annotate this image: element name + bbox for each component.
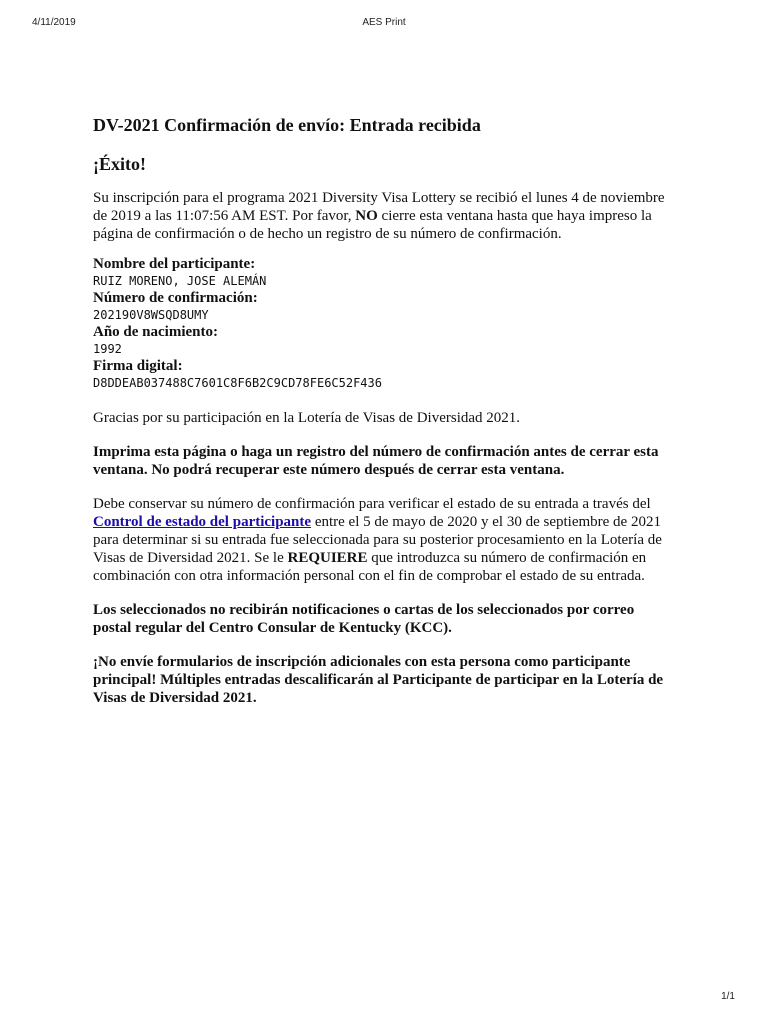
status-paragraph: [93, 495, 675, 585]
page-title: DV-2021 Confirmación de envío: Entrada recibida: [93, 115, 481, 135]
print-date: 4/11/2019: [32, 17, 76, 28]
success-heading: ¡Éxito!: [93, 154, 146, 174]
status-text-end: que introduzca su número de confirmación en combinación con otra información personal con el fin de comprobar el estado de su entrada.: [93, 550, 647, 584]
final-warning: ¡No envíe formularios de inscripción adicionales con esta persona como participante principal! Múltiples entradas descalificarán al Participante de participar en la Lotería de Visas de Diversidad 2021.: [93, 654, 664, 706]
digital-signature-value: D8DDEAB037488C7601C8F6B2C9CD78FE6C52F436: [93, 376, 382, 390]
status-bold-requiere: REQUIERE: [287, 550, 368, 566]
thanks-paragraph: Gracias por su participación en la Lotería de Visas de Diversidad 2021.: [93, 410, 521, 426]
print-header: [0, 17, 768, 33]
participant-fields: [93, 256, 675, 392]
participant-status-link[interactable]: Control de estado del participante: [93, 514, 312, 530]
intro-bold-no: NO: [355, 208, 378, 224]
intro-paragraph: [93, 189, 675, 243]
print-title: AES Print: [362, 17, 406, 28]
participant-name-value: RUIZ MORENO, JOSE ALEMÁN: [93, 274, 267, 288]
birth-year-value: 1992: [93, 342, 122, 356]
confirmation-content: [93, 114, 675, 707]
kcc-notice: Los seleccionados no recibirán notificaciones o cartas de los seleccionados por correo postal regular del Centro Consular de Kentucky (KCC).: [93, 602, 635, 636]
page-number: 1/1: [721, 991, 735, 1002]
status-text-start: Debe conservar su número de confirmación para verificar el estado de su entrada a través del: [93, 496, 651, 512]
print-warning: Imprima esta página o haga un registro del número de confirmación antes de cerrar esta ventana. No podrá recuperar este número después de cerrar esta ventana.: [93, 444, 659, 478]
digital-signature-label: Firma digital:: [93, 358, 183, 374]
birth-year-label: Año de nacimiento:: [93, 324, 218, 340]
intro-text-end: cierre esta ventana hasta que haya impreso la página de confirmación o de hecho un registro de su número de confirmación.: [93, 208, 652, 242]
confirmation-number-value: 202190V8WSQD8UMY: [93, 308, 209, 322]
participant-name-label: Nombre del participante:: [93, 256, 256, 272]
status-text-middle: entre el 5 de mayo de 2020 y el 30 de septiembre de 2021 para determinar si su entrada fue seleccionada para su posterior procesamiento en la Lotería de Visas de Diversidad 2021. Se le: [93, 514, 662, 566]
confirmation-number-label: Número de confirmación:: [93, 290, 258, 306]
intro-text-start: Su inscripción para el programa 2021 Diversity Visa Lottery se recibió el lunes 4 de noviembre de 2019 a las 11:07:56 AM EST. Por favor,: [93, 190, 665, 224]
